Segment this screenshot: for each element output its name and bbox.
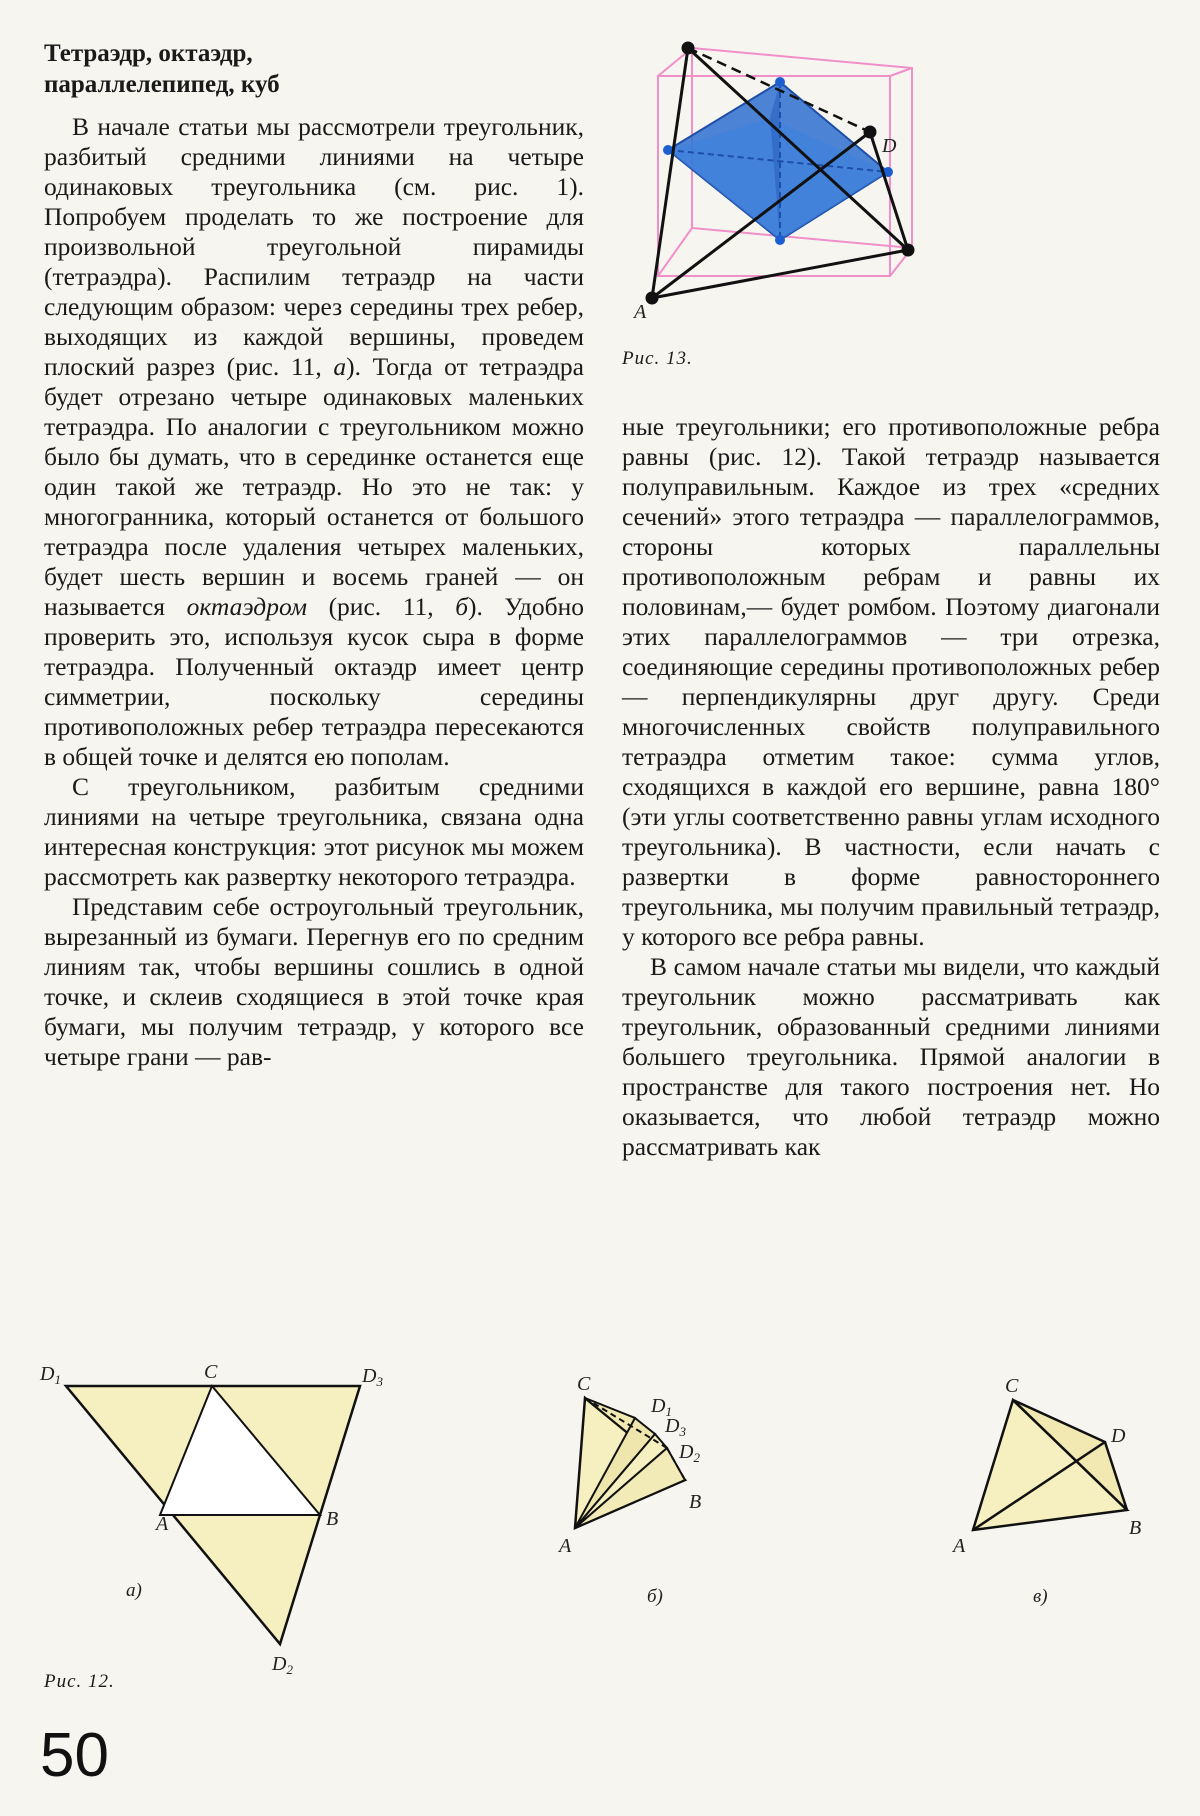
fig12a-sublabel: а) [126, 1580, 142, 1601]
fig12c-sublabel: в) [1033, 1586, 1048, 1607]
fig12c-label-d: D [1111, 1425, 1126, 1447]
fig12b-label-d1: $D_1$ [651, 1395, 672, 1419]
fig12b-label-a: A [559, 1535, 572, 1557]
fig12a-label-d3: $D_3$ [362, 1365, 383, 1389]
left-p1-part4: ). Удобно проверить это, используя кусок сыра в форме тетраэдра. Полученный октаэдр имеет центр симметрии, поскольку середины противоположных ребер тетраэдра пересекаются в общей точке и делятся ею пополам. [44, 592, 585, 771]
right-paragraph-2: В самом начале статьи мы видели, что каждый треугольник можно рассматривать как треугольник, образованный средними линиями большего треугольника. Прямой аналогии в пространстве для такого построения нет. Но оказывается, что любой тетраэдр можно рассматривать как [622, 952, 1160, 1161]
left-p1-part2: ). Тогда от тетраэдра будет отрезано четыре одинаковых маленьких тетраэдра. По аналогии с треугольником можно было бы думать, что в серединке останется еще один такой же тетраэдр. Но это не так: у многогранника, который останется от большого тетраэдра после удаления четырех маленьких, будет шесть вершин и восемь граней — он называется [44, 352, 584, 621]
left-text-column [44, 112, 584, 1072]
figure-12-caption: Рис. 12. [44, 1671, 115, 1692]
fig12b-sublabel: б) [647, 1586, 663, 1607]
fig12c-label-c: C [1005, 1375, 1019, 1397]
figure-12b-folding [555, 1370, 795, 1620]
fig12c-label-b: B [1129, 1517, 1142, 1539]
left-p1-part3: (рис. 11, [307, 592, 456, 621]
right-text-column [622, 412, 1160, 1162]
page-number: 50 [40, 1721, 109, 1790]
fig12c-label-a: A [953, 1535, 966, 1557]
left-paragraph-1 [44, 112, 584, 772]
figure-12c-tetrahedron [945, 1370, 1165, 1620]
fig12b-label-d3: $D_3$ [665, 1415, 686, 1439]
left-p1-italic-octahedron: октаэдром [186, 592, 308, 621]
fig12a-label-c: C [204, 1361, 218, 1383]
figure-12a-net [40, 1360, 420, 1677]
fig13-label-a: A [634, 301, 647, 323]
figure-13-octahedron-diagram [634, 40, 1080, 340]
right-paragraph-1: ные треугольники; его противоположные ребра равны (рис. 12). Такой тетраэдр называется полуправильным. Каждое из трех «средних сечений» этого тетраэдра — параллелограммов, стороны которых параллельны противоположным ребрам и равны их половинам,— будет ромбом. Поэтому диагонали этих параллелограммов — три отрезка, соединяющие середины противоположных ребер — перпендикулярны друг другу. Среди многочисленных свойств полуправильного тетраэдра отметим такое: сумма углов, сходящихся в каждой его вершине, равна 180° (эти углы соответственно равны углам исходного треугольника). В частности, если начать с развертки в форме равностороннего треугольника, мы получим правильный тетраэдр, у которого все ребра равны. [622, 412, 1160, 951]
figure-13-caption: Рис. 13. [622, 348, 693, 369]
fig13-octahedron [663, 77, 893, 245]
fig12b-label-d2: $D_2$ [679, 1441, 700, 1465]
left-p1-italic-b: б [455, 592, 469, 621]
left-p1-italic-a: а [333, 352, 347, 381]
fig12a-label-b: B [326, 1508, 339, 1530]
left-p1-part1: В начале статьи мы рассмотрели треугольник, разбитый средними линиями на четыре одинаковых треугольника (см. рис. 1). Попробуем проделать то же построение для произвольной треугольной пирамиды (тетраэдра). Распилим тетраэдр на части следующим образом: через середины трех ребер, выходящих из каждой вершины, проведем плоский разрез (рис. 11, [44, 112, 584, 381]
fig12a-label-a: A [156, 1513, 169, 1535]
fig12a-label-d2: $D_2$ [272, 1653, 293, 1677]
left-paragraph-2: С треугольником, разбитым средними линиями на четыре треугольника, связана одна интересная конструкция: этот рисунок мы можем рассмотреть как развертку некоторого тетраэдра. [44, 772, 584, 891]
article-title-line2: параллелепипед, куб [44, 71, 280, 98]
article-title [44, 38, 584, 100]
left-paragraph-3: Представим себе остроугольный треугольник, вырезанный из бумаги. Перегнув его по средним линиям так, чтобы вершины сошлись в одной точке, и склеив сходящиеся в этой точке края бумаги, мы получим тетраэдр, у которого все четыре грани — рав- [44, 892, 584, 1071]
fig12b-label-b: B [689, 1491, 702, 1513]
fig12a-label-d1: $D_1$ [40, 1363, 61, 1387]
fig12b-label-c: C [577, 1373, 591, 1395]
article-title-line1: Тетраэдр, октаэдр, [44, 40, 253, 67]
fig13-label-d: D [882, 135, 897, 157]
